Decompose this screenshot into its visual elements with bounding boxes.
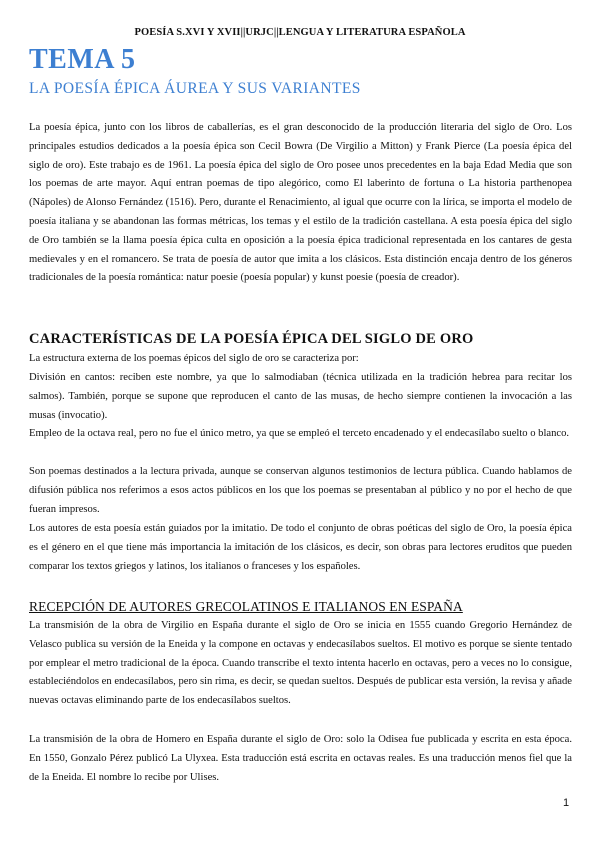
running-header: POESÍA S.XVI Y XVII||URJC||LENGUA Y LITERATURA ESPAÑOLA — [134, 27, 466, 38]
paragraph: La transmisión de la obra de Virgilio en España durante el siglo de Oro se inicia en 1555 cuando Gregorio Hernández de Velasco publica su versión de la Eneida y la compone en octavas y endecasílabos sueltos. El motivo es porque se siente tentado por emplear el metro tradicional de la época. Cuando transcribe el texto intenta hacerlo en octavas, pero a veces no lo consigue, estableciéndolos en endecasílabos, pero sin rima, es decir, se quedan sueltos. Después de publicar esta versión, la revisa y añade nuevas octavas eliminando parte de los endecasílabos sueltos. — [29, 620, 572, 707]
paragraph: Empleo de la octava real, pero no fue el único metro, ya que se empleó el terceto encadenado y el endecasílabo suelto o blanco. — [29, 428, 570, 439]
page-subtitle: LA POESÍA ÉPICA ÁUREA Y SUS VARIANTES — [29, 80, 361, 97]
paragraph: La estructura externa de los poemas épicos del siglo de oro se caracteriza por: — [29, 353, 359, 364]
paragraph: La transmisión de la obra de Homero en España durante el siglo de Oro: solo la Odisea fue publicada y escrita en esta época. En 1550, Gonzalo Pérez publicó La Ulyxea. Esta traducción está escrita en octavas reales. Es una traducción menos fiel que la de la Eneida. El nombre lo recibe por Ulises. — [29, 734, 572, 783]
intro-paragraph: La poesía épica, junto con los libros de caballerías, es el gran desconocido de la producción literaria del siglo de Oro. Los principales estudios dedicados a la poesía épica son Cecil Bowra (De Virgilio a Mitton) y Frank Pierce (La poesía épica del siglo de oro). Este trabajo es de 1961. La poesía épica del siglo de Oro posee unos precedentes en la baja Edad Media que son los poemas de arte mayor. Aquí entran poemas de tipo alegórico, como El laberinto de fortuna o La historia parthenopea (Nápoles) de Alonso Fernández (1516). Pero, durante el Renacimiento, al igual que ocurre con la lírica, se importa el modelo de poesía italiana y se abandonan las formas métricas, los temas y el estilo de la tradición castellana. A esta poesía épica del siglo de Oro también se la llama poesía épica culta en oposición a la poesía épica tradicional representada en los cantares de gesta medievales y en el romancero. Se trata de poesía de autor que imita a los clásicos. Esta distinción encaja dentro de los géneros tradicionales de la poesía romántica: natur poesie (poesía popular) y kunst poesie (poesía de creador). — [29, 122, 572, 284]
section-heading-caracteristicas: CARACTERÍSTICAS DE LA POESÍA ÉPICA DEL SIGLO DE ORO — [29, 331, 474, 347]
paragraph: División en cantos: reciben este nombre, ya que lo salmodiaban (técnica utilizada en la tradición hebrea para recitar los salmos). También, porque se supone que reproducen el canto de las musas, de hecho siempre contienen la invocación a las musas (invocatio). — [29, 372, 572, 421]
paragraph: Son poemas destinados a la lectura privada, aunque se conservan algunos testimonios de lectura pública. Cuando hablamos de difusión pública nos referimos a esos actos públicos en los que los poemas se presentaban al público y no por el hecho de que fueran impresos. — [29, 466, 572, 515]
page-number: 1 — [563, 797, 570, 809]
paragraph: Los autores de esta poesía están guiados por la imitatio. De todo el conjunto de obras poéticas del siglo de Oro, la poesía épica es el género en el que tiene más importancia la imitación de los clásicos, es decir, son obras para lectores eruditos que pueden comparar los textos griegos y latinos, los italianos o franceses y los españoles. — [29, 523, 572, 572]
section-heading-recepcion: RECEPCIÓN DE AUTORES GRECOLATINOS E ITALIANOS EN ESPAÑA — [29, 599, 463, 614]
page-title: TEMA 5 — [29, 44, 136, 75]
